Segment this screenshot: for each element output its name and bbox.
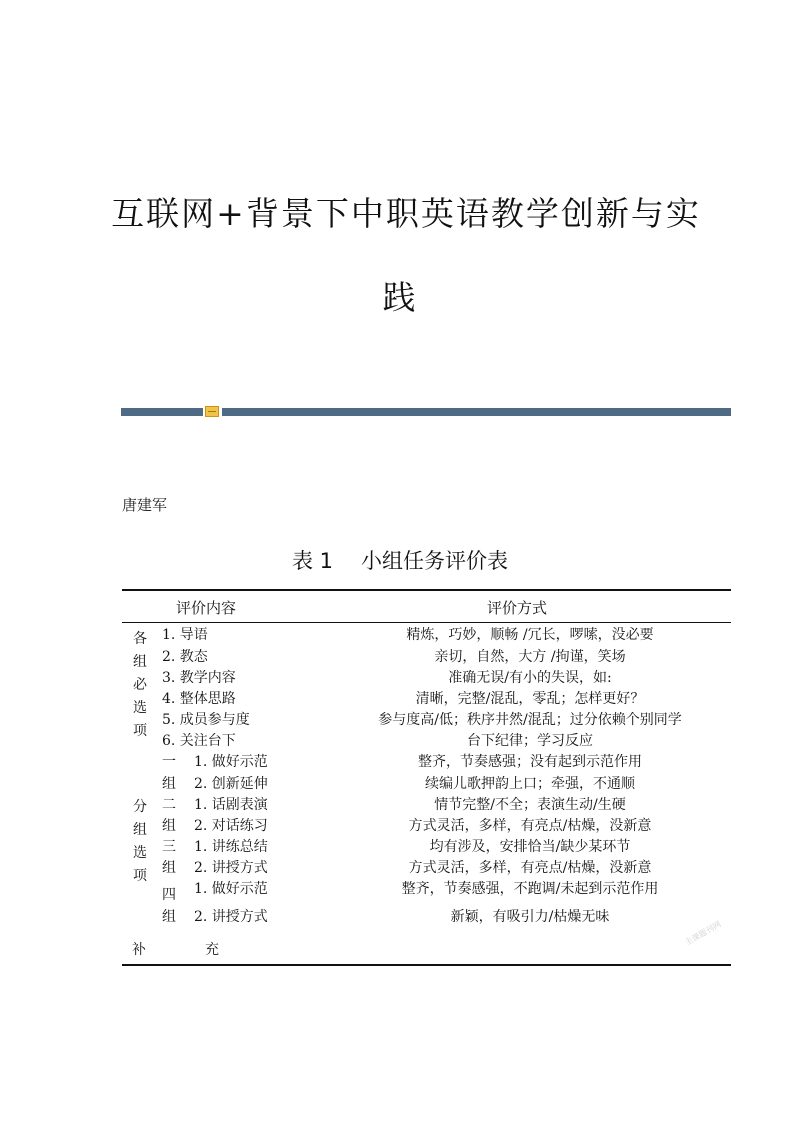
row-method: 新颖，有吸引力/枯燥无味 xyxy=(450,909,610,925)
group-suffix: 组 xyxy=(162,776,176,792)
supplement-right: 充 xyxy=(205,942,219,958)
row-method: 精炼，巧妙，顺畅 /冗长，啰嗦，没必要 xyxy=(406,627,654,643)
group-suffix: 组 xyxy=(162,818,176,834)
row-method: 亲切，自然，大方 /拘谨，笑场 xyxy=(434,649,626,665)
document-title-line-1: 互联网+背景下中职英语教学创新与实 xyxy=(111,194,701,233)
row-item: 3. 教学内容 xyxy=(162,670,236,686)
row-method: 整齐，节奏感强；没有起到示范作用 xyxy=(418,754,642,770)
row-method: 参与度高/低；秩序井然/混乱；过分依赖个别同学 xyxy=(378,712,682,728)
row-item: 1. 导语 xyxy=(162,627,208,643)
row-item: 2. 讲授方式 xyxy=(194,860,268,876)
row-method: 台下纪律；学习反应 xyxy=(467,733,593,749)
table-caption xyxy=(0,545,800,575)
row-method: 续编儿歌押韵上口；牵强，不通顺 xyxy=(425,776,635,792)
divider-left xyxy=(121,408,203,416)
row-item: 6. 关注台下 xyxy=(162,733,236,749)
header-method: 评价方式 xyxy=(487,599,548,617)
group-number: 四 xyxy=(162,887,176,903)
group-suffix: 组 xyxy=(162,860,176,876)
row-item: 1. 讲练总结 xyxy=(194,839,268,855)
header-content: 评价内容 xyxy=(176,599,237,617)
row-item: 4. 整体思路 xyxy=(162,691,236,707)
supplement-left: 补 xyxy=(132,942,146,958)
document-title-line-2: 践 xyxy=(382,278,418,317)
group-suffix: 组 xyxy=(162,909,176,925)
row-method: 均有涉及，安排恰当/缺少某环节 xyxy=(429,839,631,855)
row-method: 方式灵活，多样，有亮点/枯燥，没新意 xyxy=(408,818,652,834)
row-method: 清晰，完整/混乱，零乱；怎样更好？ xyxy=(415,691,645,707)
row-method: 方式灵活，多样，有亮点/枯燥，没新意 xyxy=(408,860,652,876)
table-header-rule xyxy=(122,622,731,623)
group-section-label: 分组选项 xyxy=(133,799,147,884)
row-item: 1. 话剧表演 xyxy=(194,797,268,813)
row-method: 整齐，节奏感强，不跑调/未起到示范作用 xyxy=(401,881,659,897)
row-item: 2. 创新延伸 xyxy=(194,776,268,792)
divider-right xyxy=(222,408,731,416)
row-item: 1. 做好示范 xyxy=(194,754,268,770)
row-item: 2. 讲授方式 xyxy=(194,909,268,925)
group-number: 三 xyxy=(162,839,176,855)
table-caption-number: 表 1 xyxy=(291,549,334,573)
row-method: 情节完整/不全；表演生动/生硬 xyxy=(434,797,626,813)
row-item: 2. 对话练习 xyxy=(194,818,268,834)
row-item: 2. 教态 xyxy=(162,649,208,665)
row-method: 准确无误/有小的失误，如: xyxy=(448,670,612,686)
group-number: 一 xyxy=(162,754,176,770)
table-bottom-rule xyxy=(122,964,731,966)
row-item: 1. 做好示范 xyxy=(194,881,268,897)
group-number: 二 xyxy=(162,797,176,813)
table-caption-text: 小组任务评价表 xyxy=(361,549,509,573)
author: 唐建军 xyxy=(122,496,168,514)
table-top-rule xyxy=(122,589,731,591)
row-item: 5. 成员参与度 xyxy=(162,712,250,728)
divider-folder-icon xyxy=(205,406,219,417)
required-section-label: 各组必选项 xyxy=(133,631,147,739)
watermark: 主课题刊网 xyxy=(683,919,723,948)
